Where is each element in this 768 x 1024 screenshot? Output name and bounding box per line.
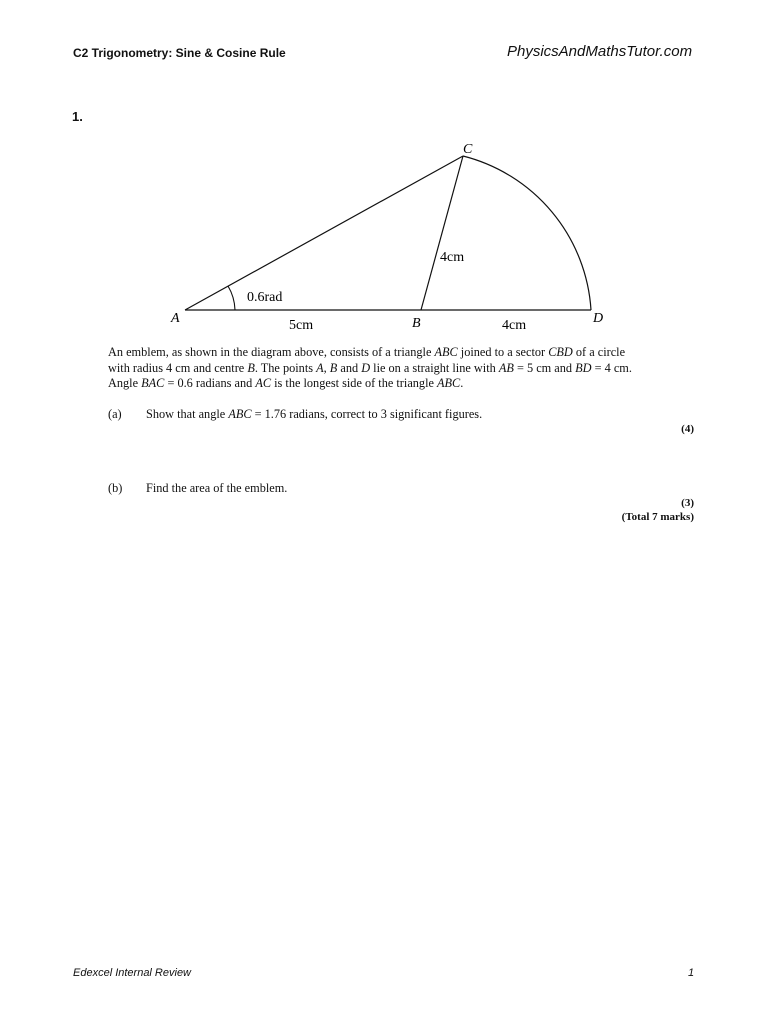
header-title: C2 Trigonometry: Sine & Cosine Rule (73, 46, 286, 60)
label-side-bd: 4cm (502, 318, 527, 333)
sector-arc-cd (463, 156, 591, 310)
footer-page-number: 1 (688, 967, 695, 979)
footer-source: Edexcel Internal Review (73, 967, 192, 979)
part-b-text: Find the area of the emblem. (146, 481, 288, 495)
part-b-label: (b) (108, 481, 123, 495)
label-point-b: B (412, 316, 421, 331)
label-side-ab: 5cm (289, 318, 314, 333)
part-a-text: Show that angle ABC = 1.76 radians, correct to 3 significant figures. (146, 407, 483, 421)
angle-arc-a (228, 286, 235, 310)
label-side-bc: 4cm (440, 250, 465, 265)
side-ac (185, 156, 463, 310)
part-b-marks: (3) (681, 497, 694, 509)
side-bc (421, 156, 463, 310)
emblem-diagram (0, 0, 768, 340)
question-number: 1. (72, 109, 83, 124)
label-point-d: D (593, 311, 604, 326)
part-a-marks: (4) (681, 423, 694, 435)
label-point-c: C (463, 142, 473, 157)
label-angle-a: 0.6rad (247, 290, 283, 305)
header-site: PhysicsAndMathsTutor.com (507, 43, 693, 60)
total-marks: (Total 7 marks) (621, 511, 694, 523)
label-point-a: A (171, 311, 180, 326)
part-a-label: (a) (108, 407, 122, 421)
question-intro: An emblem, as shown in the diagram above, consists of a triangle ABC joined to a sector CBD of a circle with radius 4 cm and centre B. The points A, B and D lie on a straight line with AB = 5 cm and BD = 4 cm. Angle BAC = 0.6 radians and AC is the longest side of the triangle ABC. (108, 345, 632, 391)
